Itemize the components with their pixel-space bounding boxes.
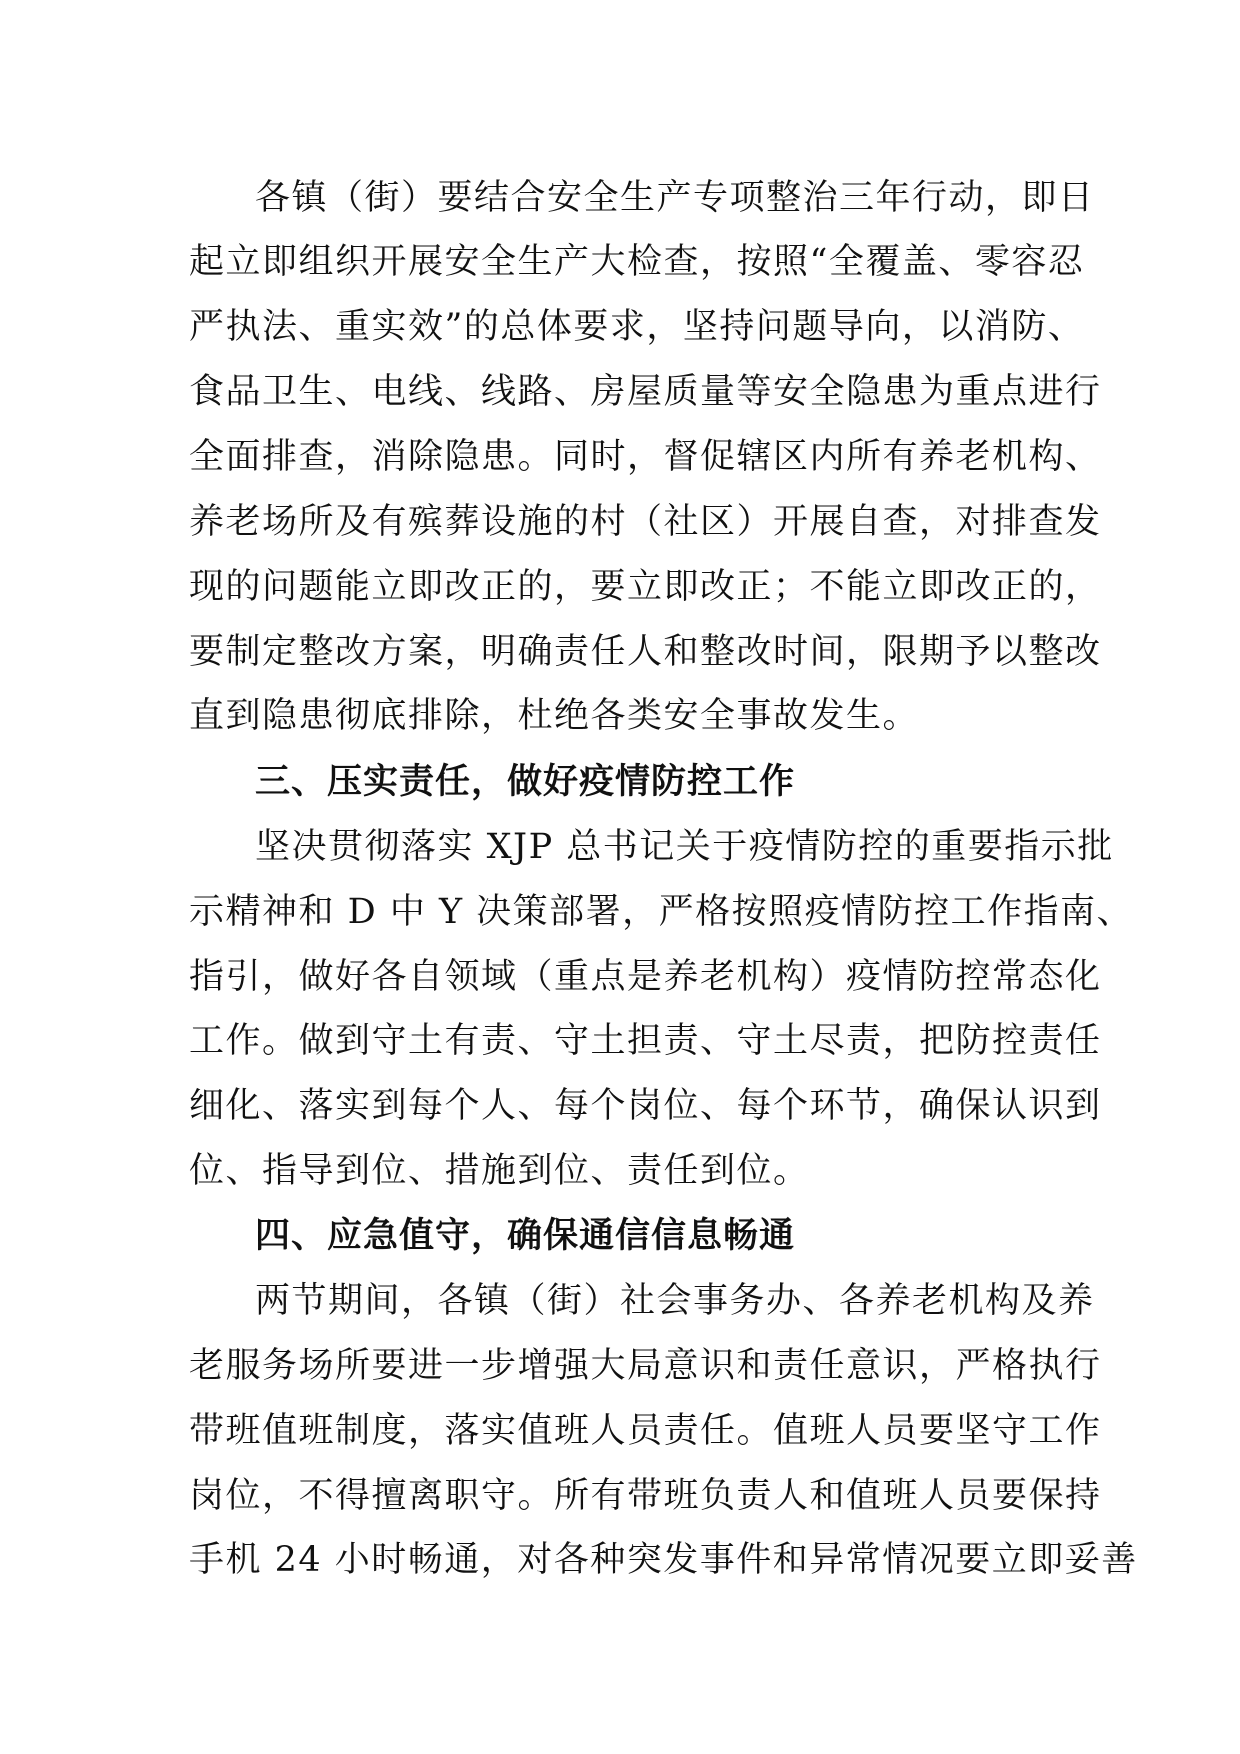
paragraph-line: 细化、落实到每个人、每个岗位、每个环节，确保认识到 bbox=[189, 1086, 1102, 1126]
paragraph-line: 要制定整改方案，明确责任人和整改时间，限期予以整改 bbox=[189, 632, 1102, 672]
paragraph-line: 坚决贯彻落实 XJP 总书记关于疫情防控的重要指示批 bbox=[255, 827, 1114, 867]
paragraph-line: 位、指导到位、措施到位、责任到位。 bbox=[189, 1151, 810, 1191]
paragraph-line: 岗位，不得擅离职守。所有带班负责人和值班人员要保持 bbox=[189, 1476, 1102, 1516]
paragraph-line: 手机 24 小时畅通，对各种突发事件和异常情况要立即妥善 bbox=[189, 1540, 1138, 1580]
paragraph-line: 工作。做到守土有责、守土担责、守土尽责，把防控责任 bbox=[189, 1021, 1102, 1061]
paragraph-line: 现的问题能立即改正的，要立即改正；不能立即改正的， bbox=[189, 567, 1102, 607]
paragraph-line: 起立即组织开展安全生产大检查，按照“全覆盖、零容忍 bbox=[189, 242, 1085, 282]
paragraph-line: 直到隐患彻底排除，杜绝各类安全事故发生。 bbox=[189, 696, 920, 736]
paragraph-line: 带班值班制度，落实值班人员责任。值班人员要坚守工作 bbox=[189, 1411, 1102, 1451]
paragraph-line: 示精神和 D 中 Y 决策部署，严格按照疫情防控工作指南、 bbox=[189, 892, 1134, 932]
paragraph-line: 各镇（街）要结合安全生产专项整治三年行动，即日 bbox=[255, 178, 1095, 218]
paragraph-line: 两节期间，各镇（街）社会事务办、各养老机构及养 bbox=[255, 1281, 1095, 1321]
paragraph-line: 严执法、重实效”的总体要求，坚持问题导向，以消防、 bbox=[189, 307, 1085, 347]
section-heading-epidemic-control: 三、压实责任，做好疫情防控工作 bbox=[255, 762, 796, 802]
paragraph-line: 指引，做好各自领域（重点是养老机构）疫情防控常态化 bbox=[189, 957, 1102, 997]
paragraph-line: 养老场所及有殡葬设施的村（社区）开展自查，对排查发 bbox=[189, 502, 1102, 542]
paragraph-line: 食品卫生、电线、线路、房屋质量等安全隐患为重点进行 bbox=[189, 372, 1102, 412]
paragraph-line: 老服务场所要进一步增强大局意识和责任意识，严格执行 bbox=[189, 1346, 1102, 1386]
section-heading-emergency-duty: 四、应急值守，确保通信信息畅通 bbox=[255, 1216, 796, 1256]
paragraph-line: 全面排查，消除隐患。同时，督促辖区内所有养老机构、 bbox=[189, 437, 1102, 477]
